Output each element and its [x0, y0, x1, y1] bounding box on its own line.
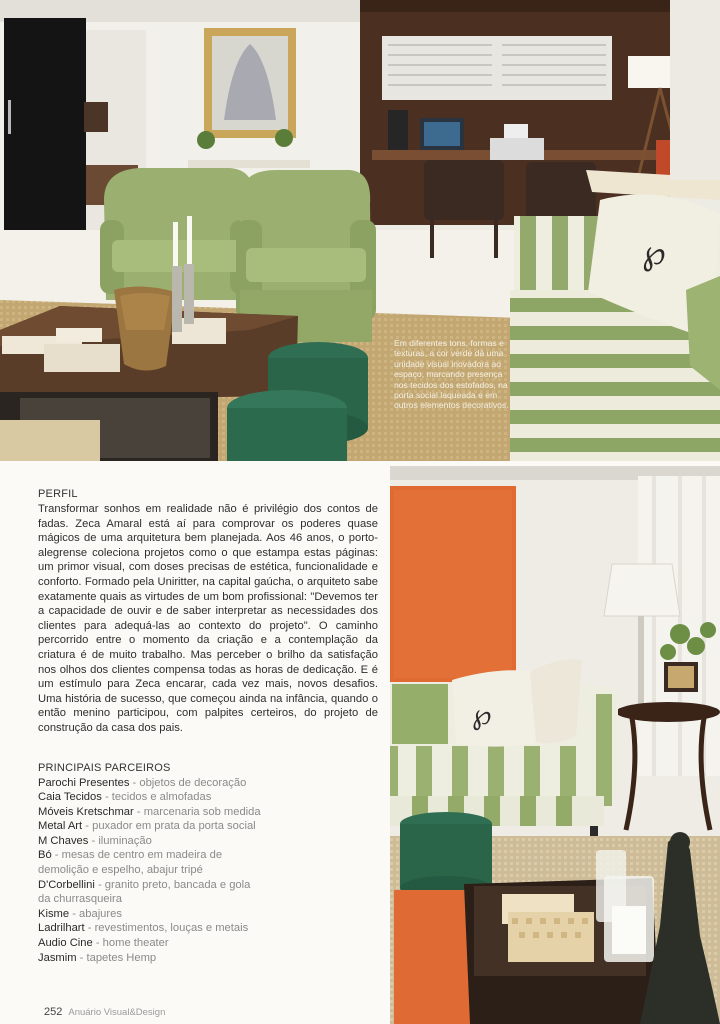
partner-name: D'Corbellini [38, 878, 95, 891]
partner-description: demolição e espelho, abajur tripé [38, 864, 203, 877]
partner-name: Parochi Presentes [38, 776, 130, 789]
partner-item [38, 907, 378, 922]
partner-name: Metal Art [38, 820, 83, 833]
partner-item [38, 819, 378, 834]
partner-item [38, 921, 378, 936]
partner-description: - tapetes Hemp [76, 951, 157, 964]
svg-text:℘: ℘ [642, 233, 666, 273]
partner-item-continuation [38, 892, 378, 907]
partner-description: - puxador em prata da porta social [82, 820, 256, 833]
partner-name: Audio Cine [38, 937, 93, 950]
bottom-living-room-photo [390, 466, 720, 1024]
partner-name: M Chaves [38, 834, 89, 847]
partner-name: Caia Tecidos [38, 791, 102, 804]
partner-item [38, 805, 378, 820]
profile-heading: PERFIL [38, 488, 78, 500]
partner-description: - objetos de decoração [129, 776, 247, 789]
profile-body: Transformar sonhos em realidade não é privilégio dos contos de fadas. Zeca Amaral está aí para comprovar os poderes quase mágicos de uma arquitetura bem planejada. Aos 46 anos, o porto-alegrense coleciona projetos como o que estampa estas páginas: um primor visual, com doses precisas de estética, funcionalidade e conforto. Formado pela Uniritter, na capital gaúcha, o arquiteto sabe exatamente quais as virtudes de um bom profissional: "Devemos ter a capacidade de ouvir e de saber interpretar as necessidades dos clientes para adequá-las ao contexto do projeto". O caminho percorrido entre o momento da criação e a contemplação da criatura é de muito trabalho. Mas perceber o brilho da satisfação nos olhos dos clientes compensa todas as horas de dedicação. E é um estímulo para Zeca encarar, cada vez mais, novos desafios. Uma história de sucesso, que começou ainda na infância, quando o então menino participou, com palpites certeiros, do projeto de construção da casa dos pais. [38, 503, 378, 734]
partner-description: - iluminação [88, 834, 152, 847]
partners-heading: PRINCIPAIS PARCEIROS [38, 761, 171, 774]
partner-description: - granito preto, bancada e gola [94, 878, 251, 891]
partner-item [38, 848, 378, 863]
partner-name: Móveis Kretschmar [38, 805, 134, 818]
partner-item [38, 790, 378, 805]
partner-item-continuation [38, 863, 378, 878]
partner-description: - mesas de centro em madeira de [51, 849, 223, 862]
partner-name: Kisme [38, 907, 70, 920]
photo-caption: Em diferentes tons, formas e texturas, a cor verde dá uma unidade visual inovadora ao espaço, marcando presença nos tecidos dos estofados, na porta social laqueada e em outros elementos decorativos. [394, 338, 509, 411]
partner-item [38, 834, 378, 849]
partner-item [38, 951, 378, 966]
partner-description: da churrasqueira [38, 893, 122, 906]
partner-name: Bó [38, 849, 52, 862]
top-living-room-photo [0, 0, 720, 461]
partner-description: - abajures [69, 907, 122, 920]
page-footer [44, 1006, 165, 1018]
partner-description: - home theater [92, 937, 169, 950]
magazine-name: Anuário Visual&Design [68, 1007, 166, 1018]
partner-name: Ladrilhart [38, 922, 85, 935]
partner-item [38, 878, 378, 893]
partner-name: Jasmim [38, 951, 77, 964]
svg-text:℘: ℘ [472, 698, 492, 731]
partner-description: - revestimentos, louças e metais [84, 922, 249, 935]
partner-item [38, 776, 378, 791]
text-column [38, 488, 378, 965]
partner-description: - marcenaria sob medida [133, 805, 261, 818]
partners-list [38, 776, 378, 966]
partner-description: - tecidos e almofadas [101, 791, 212, 804]
partner-item [38, 936, 378, 951]
page-number: 252 [44, 1006, 63, 1018]
